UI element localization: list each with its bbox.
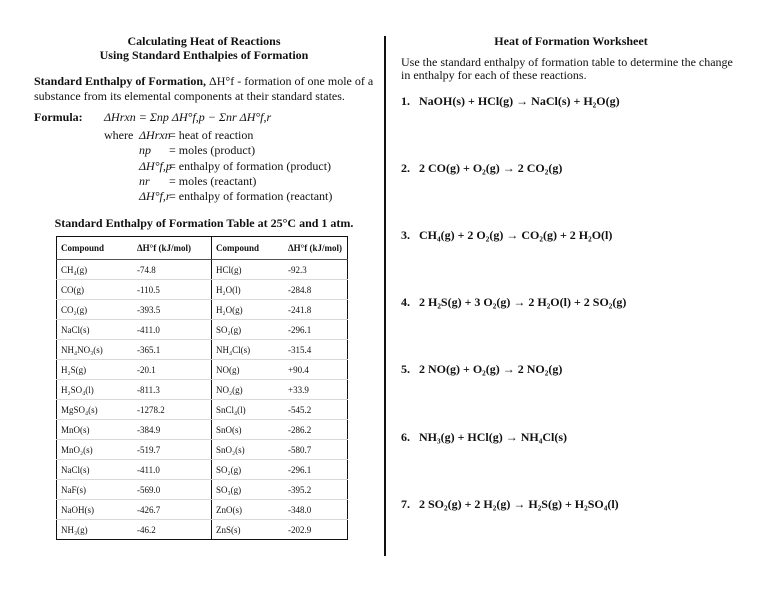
definition-symbol: nr: [139, 173, 150, 188]
header-enthalpy-2: ΔH°f (kJ/mol): [284, 237, 348, 260]
compound-cell: ZnS(s): [216, 524, 241, 535]
definition-description: = heat of reaction: [169, 128, 254, 142]
definition-term: Standard Enthalpy of Formation,: [34, 74, 207, 88]
definition-description: = moles (product): [169, 143, 256, 158]
formula-definitions: [34, 128, 374, 206]
problem-equation: NH₃(g) + HCl(g) → NH₄Cl(s): [419, 430, 568, 444]
header-compound-1: Compound: [57, 237, 134, 260]
problem-equation: 2 NO(g) + O₂(g) → 2 NO₂(g): [419, 362, 563, 376]
header-compound-2: Compound: [212, 237, 285, 260]
problem-equation: 2 SO₂(g) + 2 H₂(g) → H₂S(g) + H₂SO₄(l): [419, 497, 619, 511]
compound-cell: NH₄NO₃(s): [57, 340, 134, 360]
table-row: [57, 260, 348, 280]
compound-cell: H₂O(l): [212, 280, 285, 300]
column-divider: [384, 36, 386, 556]
compound-cell: NH₃(g): [61, 524, 88, 535]
problem-number: 4.: [401, 295, 410, 309]
enthalpy-cell: -315.4: [284, 340, 348, 360]
formula-row: [34, 110, 374, 125]
enthalpy-cell: -241.8: [284, 300, 348, 320]
compound-cell: NaCl(s): [57, 460, 134, 480]
table-row: [57, 480, 348, 500]
problem-item: [401, 430, 567, 445]
compound-cell: NaOH(s): [57, 500, 134, 520]
definition-description: = moles (reactant): [169, 173, 257, 188]
enthalpy-cell: -20.1: [133, 360, 212, 380]
table-row: [57, 300, 348, 320]
compound-cell: SnCl₄(l): [212, 400, 285, 420]
formula-equation: ΔHrxn = Σnp ΔH°f,p − Σnr ΔH°f,r: [104, 110, 272, 124]
enthalpy-cell: -426.7: [133, 500, 212, 520]
enthalpy-cell: -110.5: [133, 280, 212, 300]
enthalpy-table: [56, 236, 348, 540]
title-line-1: Calculating Heat of Reactions: [127, 34, 281, 48]
header-enthalpy-1: ΔH°f (kJ/mol): [133, 237, 212, 260]
worksheet-instructions: Use the standard enthalpy of formation table to determine the change in enthalpy for each of these reactions.: [401, 55, 733, 82]
compound-cell: MnO₂(s): [57, 440, 134, 460]
enthalpy-cell: +33.9: [284, 380, 348, 400]
table-row: [57, 420, 348, 440]
compound-cell: H₂O(g): [212, 300, 285, 320]
definition-text: - formation of one mole of a substance from its elemental components at their standard states.: [34, 74, 374, 103]
compound-cell: H₂SO₄(l): [57, 380, 134, 400]
table-row: [57, 280, 348, 300]
definition-symbol: ΔH°f: [209, 74, 235, 88]
compound-cell: NaF(s): [57, 480, 134, 500]
enthalpy-cell: -202.9: [288, 524, 312, 535]
definition-symbol: ΔHrxn: [139, 128, 171, 142]
compound-cell: SO₂(g): [212, 320, 285, 340]
table-header-row: [57, 237, 348, 260]
enthalpy-cell: -580.7: [284, 440, 348, 460]
definition-symbol: ΔH°f,p: [139, 158, 172, 173]
compound-cell: SO₂(g): [212, 460, 285, 480]
enthalpy-cell: -519.7: [133, 440, 212, 460]
table-row: [57, 320, 348, 340]
table-row: [57, 360, 348, 380]
problem-number: 3.: [401, 228, 410, 242]
enthalpy-cell: -545.2: [284, 400, 348, 420]
table-row: [57, 400, 348, 420]
enthalpy-cell: -393.5: [133, 300, 212, 320]
compound-cell: HCl(g): [212, 260, 285, 280]
problem-number: 6.: [401, 430, 410, 444]
problem-equation: CH₄(g) + 2 O₂(g) → CO₂(g) + 2 H₂O(l): [419, 228, 613, 242]
enthalpy-cell: -92.3: [284, 260, 348, 280]
compound-cell: CO(g): [57, 280, 134, 300]
definition-paragraph: [34, 74, 374, 104]
compound-cell: SnO(s): [212, 420, 285, 440]
problem-number: 2.: [401, 161, 410, 175]
enthalpy-cell: -74.8: [133, 260, 212, 280]
table-title: Standard Enthalpy of Formation Table at 25°C and 1 atm.: [54, 216, 354, 230]
definition-description: = enthalpy of formation (reactant): [169, 189, 333, 204]
problem-item: [401, 497, 619, 512]
enthalpy-cell: -1278.2: [133, 400, 212, 420]
problem-equation: NaOH(s) + HCl(g) → NaCl(s) + H₂O(g): [419, 94, 620, 108]
definition-description: = enthalpy of formation (product): [169, 158, 332, 173]
compound-cell: H₂S(g): [57, 360, 134, 380]
problem-number: 5.: [401, 362, 410, 376]
title-line-2: Using Standard Enthalpies of Formation: [99, 48, 309, 62]
enthalpy-cell: -284.8: [284, 280, 348, 300]
table-row: [57, 440, 348, 460]
definition-symbol: ΔH°f,r: [139, 189, 171, 204]
compound-cell: NO(g): [212, 360, 285, 380]
compound-cell: CO₂(g): [57, 300, 134, 320]
compound-cell: SO₃(g): [212, 480, 285, 500]
problem-equation: 2 H₂S(g) + 3 O₂(g) → 2 H₂O(l) + 2 SO₂(g): [419, 295, 627, 309]
enthalpy-cell: -411.0: [133, 320, 212, 340]
problem-item: [401, 161, 562, 176]
enthalpy-cell: -411.0: [133, 460, 212, 480]
problem-item: [401, 94, 620, 109]
worksheet-title: Heat of Formation Worksheet: [494, 34, 648, 48]
enthalpy-cell: -811.3: [133, 380, 212, 400]
enthalpy-cell: +90.4: [284, 360, 348, 380]
definition-symbol: np: [139, 143, 151, 158]
enthalpy-cell: -569.0: [133, 480, 212, 500]
left-column: [34, 34, 374, 540]
compound-cell: MnO(s): [57, 420, 134, 440]
enthalpy-cell: -395.2: [284, 480, 348, 500]
compound-cell: SnO₂(s): [212, 440, 285, 460]
table-body: [57, 260, 348, 540]
table-row: [57, 460, 348, 480]
table-row: [57, 520, 348, 540]
compound-cell: ZnO(s): [212, 500, 285, 520]
enthalpy-cell: -296.1: [284, 320, 348, 340]
enthalpy-cell: -46.2: [133, 520, 212, 540]
problem-equation: 2 CO(g) + O₂(g) → 2 CO₂(g): [419, 161, 563, 175]
compound-cell: NO₂(g): [212, 380, 285, 400]
problem-number: 1.: [401, 94, 410, 108]
left-title: [34, 34, 374, 62]
enthalpy-cell: -348.0: [284, 500, 348, 520]
compound-cell: NaCl(s): [57, 320, 134, 340]
problem-item: [401, 228, 612, 243]
where-label: where: [104, 128, 134, 142]
problem-number: 7.: [401, 497, 410, 511]
enthalpy-cell: -384.9: [133, 420, 212, 440]
compound-cell: NH₄Cl(s): [212, 340, 285, 360]
right-column: [401, 34, 741, 511]
table-row: [57, 500, 348, 520]
compound-cell: MgSO₄(s): [57, 400, 134, 420]
table-row: [57, 340, 348, 360]
table-row: [57, 380, 348, 400]
problem-item: [401, 295, 626, 310]
enthalpy-cell: -365.1: [133, 340, 212, 360]
compound-cell: CH₄(g): [57, 260, 134, 280]
formula-label: Formula:: [34, 110, 83, 124]
enthalpy-cell: -296.1: [284, 460, 348, 480]
enthalpy-cell: -286.2: [284, 420, 348, 440]
problem-item: [401, 362, 562, 377]
